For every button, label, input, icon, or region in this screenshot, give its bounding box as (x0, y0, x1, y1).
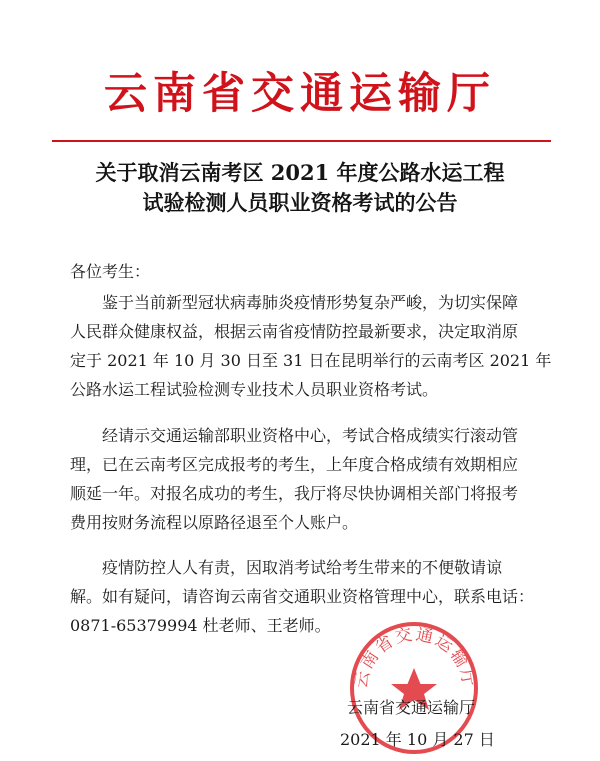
signature-date: 2021 年 10 月 27 日 (340, 730, 495, 749)
paragraph-line: 0871-65379994 杜老师、王老师。 (70, 616, 331, 635)
signature-org: 云南省交通运输厅 (347, 698, 476, 717)
paragraph-1 (70, 288, 550, 404)
letterhead-org-name: 云南省交通运输厅 (104, 69, 496, 119)
notice-title (40, 158, 560, 218)
paragraph-line: 理，已在云南考区完成报考的考生，上年度合格成绩有效期相应 (70, 455, 519, 474)
paragraph-line: 公路水运工程试验检测专业技术人员职业资格考试。 (70, 380, 439, 399)
letterhead-divider (52, 140, 551, 142)
paragraph-line: 解。如有疑问，请咨询云南省交通职业资格管理中心，联系电话： (70, 587, 535, 606)
salutation: 各位考生： (70, 262, 151, 281)
paragraph-line: 人民群众健康权益，根据云南省疫情防控最新要求，决定取消原 (70, 322, 519, 341)
paragraph-line: 顺延一年。对报名成功的考生，我厅将尽快协调相关部门将报考 (70, 484, 519, 503)
seal-text: 云南省交通运输厅 (351, 624, 479, 690)
paragraph-line: 经请示交通运输部职业资格中心，考试合格成绩实行滚动管 (102, 426, 519, 445)
paragraph-line: 定于 2021 年 10 月 30 日至 31 日在昆明举行的云南考区 2021 年 (70, 351, 552, 370)
title-line-2: 试验检测人员职业资格考试的公告 (142, 190, 458, 215)
paragraph-line: 费用按财务流程以原路径退至个人账户。 (70, 513, 359, 532)
title-line-1: 关于取消云南考区 2021 年度公路水运工程 (95, 160, 505, 185)
paragraph-line: 疫情防控人人有责，因取消考试给考生带来的不便敬请谅 (102, 558, 503, 577)
paragraph-line: 鉴于当前新型冠状病毒肺炎疫情形势复杂严峻，为切实保障 (102, 293, 519, 312)
paragraph-2 (70, 421, 550, 537)
